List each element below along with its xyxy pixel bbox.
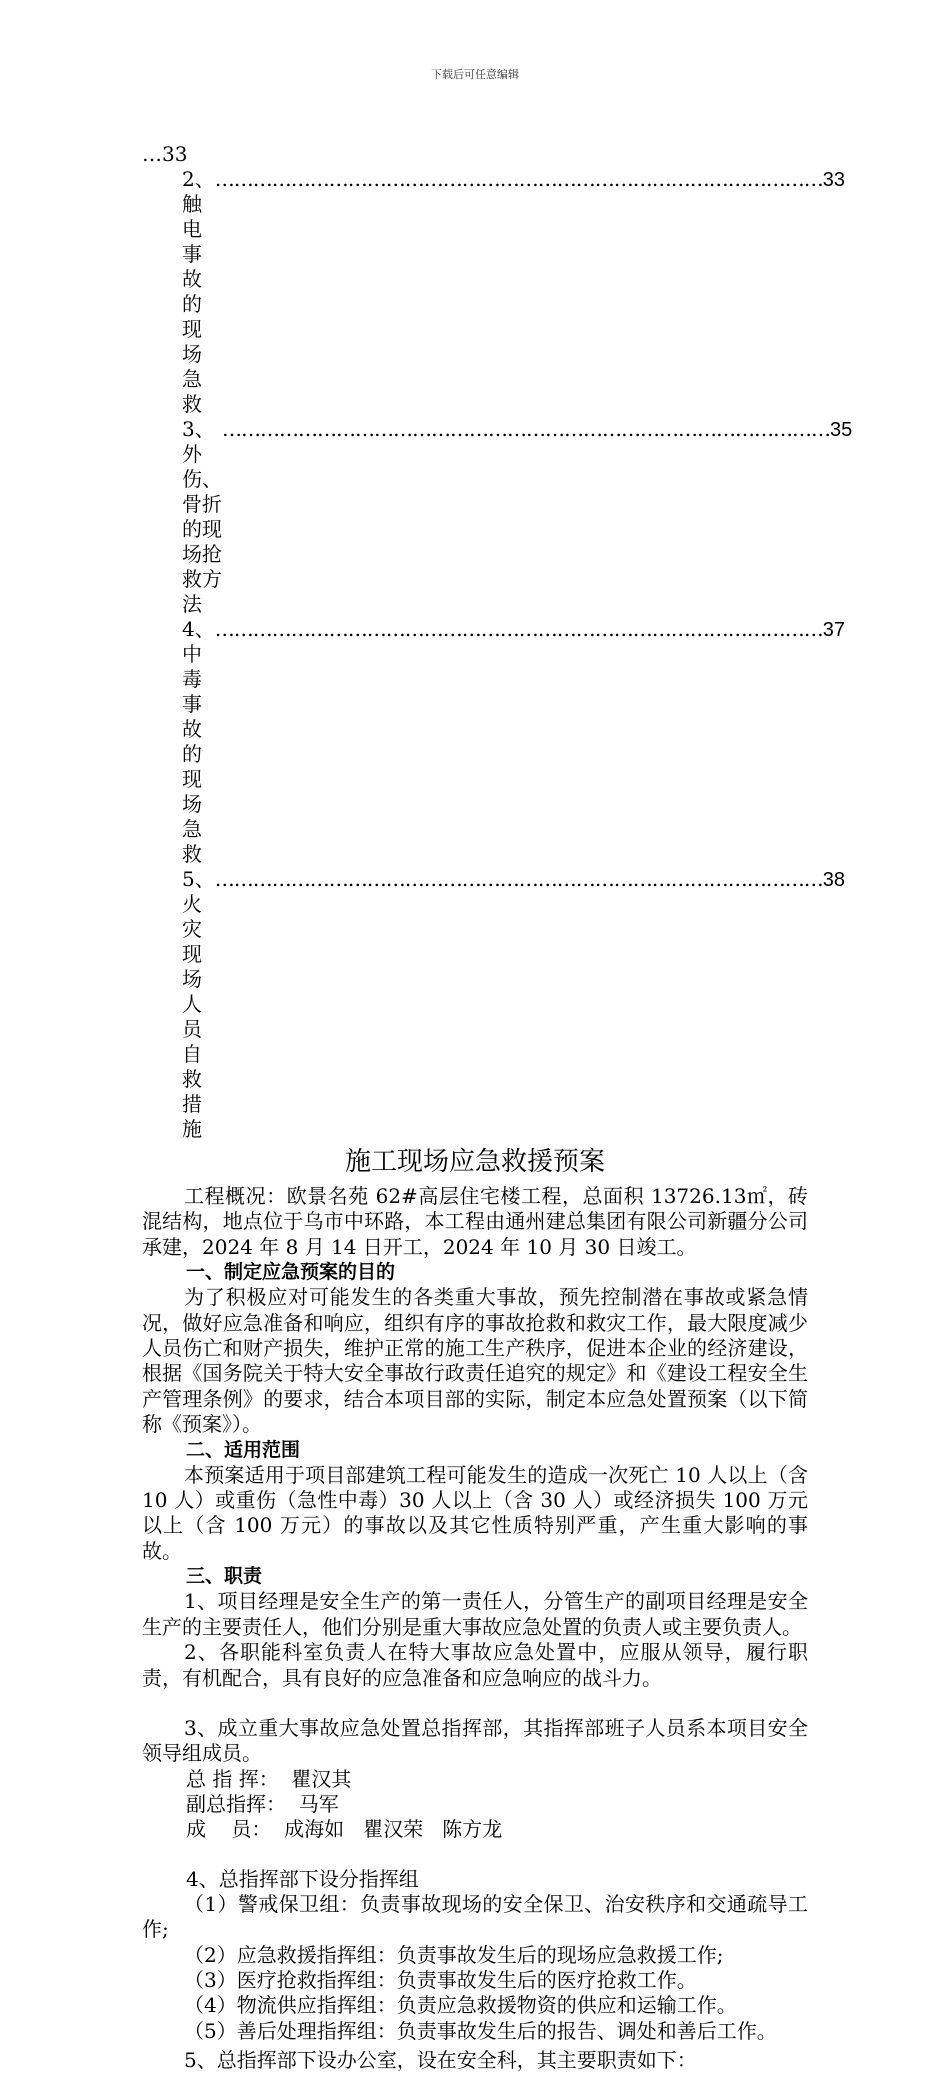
- duty-paragraph-3: 3、成立重大事故应急处置总指挥部，其指挥部班子人员系本项目安全领导组成员。: [142, 1715, 808, 1766]
- duty-paragraph-1: 1、项目经理是安全生产的第一责任人，分管生产的副项目经理是安全生产的主要责任人，他们分别是重大事故应急处置的负责人或主要负责人。: [142, 1589, 808, 1639]
- toc-entry-page: 38: [822, 869, 845, 891]
- section-heading-duties: 三、职责: [186, 1565, 263, 1588]
- project-overview: 工程概况：欧景名苑 62#高层住宅楼工程，总面积 13726.13㎡，砖混结构，地点位于乌市中环路，本工程由通州建总集团有限公司新疆分公司承建，2024 年 8 月 14 日开工，2024 年 10 月 30 日竣工。: [142, 1184, 808, 1259]
- page-header: 下载后可任意编辑: [431, 68, 519, 81]
- commander-line: 总 指 挥： 瞿汉其: [186, 1766, 352, 1791]
- toc-entry[interactable]: [142, 867, 845, 1142]
- group-item: （1）警戒保卫组：负责事故现场的安全保卫、治安秩序和交通疏导工作;: [142, 1891, 808, 1942]
- spacer: [142, 1842, 808, 1867]
- section-heading-scope: 二、适用范围: [186, 1438, 301, 1461]
- duty-paragraph-5: 5、总指挥部下设办公室，设在安全科，其主要职责如下：: [184, 2048, 697, 2073]
- section-body-scope: 本预案适用于项目部建筑工程可能发生的造成一次死亡 10 人以上（含 10 人）或重伤（急性中毒）30 人以上（含 30 人）或经济损失 100 万元以上（含 100 万元）的事故以及其它性质特别严重，产生重大影响的事故。: [142, 1462, 808, 1563]
- group-item: （5）善后处理指挥组：负责事故发生后的报告、调处和善后工作。: [184, 2018, 777, 2043]
- spacer: [142, 1691, 808, 1716]
- toc-entry-label: 5、火灾现场人员自救措施: [182, 867, 215, 1141]
- toc-leading: …33: [142, 142, 188, 166]
- duty-paragraph-4: 4、总指挥部下设分指挥组: [186, 1866, 419, 1891]
- section-heading-purpose: 一、制定应急预案的目的: [186, 1261, 396, 1284]
- toc-entry-page: 37: [822, 619, 845, 641]
- toc-entry-label: 2、触电事故的现场急救: [182, 167, 215, 416]
- duty-paragraph-2: 2、各职能科室负责人在特大事故应急处置中，应服从领导，履行职责，有机配合，具有良好的应急准备和应急响应的战斗力。: [142, 1640, 808, 1690]
- group-item: （4）物流供应指挥组：负责应急救援物资的供应和运输工作。: [184, 1993, 737, 2018]
- toc-leader-dots: ……………………………………………………………………………………: [214, 867, 823, 891]
- section-body-purpose: 为了积极应对可能发生的各类重大事故，预先控制潜在事故或紧急情况，做好应急准备和响应，组织有序的事故抢救和救灾工作，最大限度减少人员伤亡和财产损失，维护正常的施工生产秩序，促进本企业的经济建设，根据《国务院关于特大安全事故行政责任追究的规定》和《建设工程安全生产管理条例》的要求，结合本项目部的实际，制定本应急处置预案（以下简称《预案》）。: [142, 1285, 808, 1437]
- toc-entry-label: 4、中毒事故的现场急救: [182, 617, 215, 866]
- document-body: [142, 142, 853, 2074]
- toc-entry-page: 35: [830, 419, 853, 441]
- toc-entry[interactable]: [142, 417, 853, 617]
- toc-entry[interactable]: [142, 167, 845, 417]
- vice-commander-line: 副总指挥： 马军: [186, 1791, 339, 1816]
- toc-leader-dots: ……………………………………………………………………………………: [214, 167, 823, 191]
- members-line: 成 员： 成海如 瞿汉荣 陈方龙: [186, 1816, 503, 1841]
- toc-leader-dots: ……………………………………………………………………………………: [222, 417, 830, 441]
- toc-entry[interactable]: [142, 617, 845, 867]
- toc-entry-page: 33: [822, 169, 845, 191]
- group-item: （3）医疗抢救指挥组：负责事故发生后的医疗抢救工作。: [184, 1967, 697, 1992]
- document-title: 施工现场应急救援预案: [344, 1147, 605, 1177]
- toc-leader-dots: ……………………………………………………………………………………: [214, 617, 823, 641]
- toc-entry-label: 3、外伤、骨折的现场抢救方法: [182, 417, 222, 616]
- group-item: （2）应急救援指挥组：负责事故发生后的现场应急救援工作;: [184, 1942, 724, 1967]
